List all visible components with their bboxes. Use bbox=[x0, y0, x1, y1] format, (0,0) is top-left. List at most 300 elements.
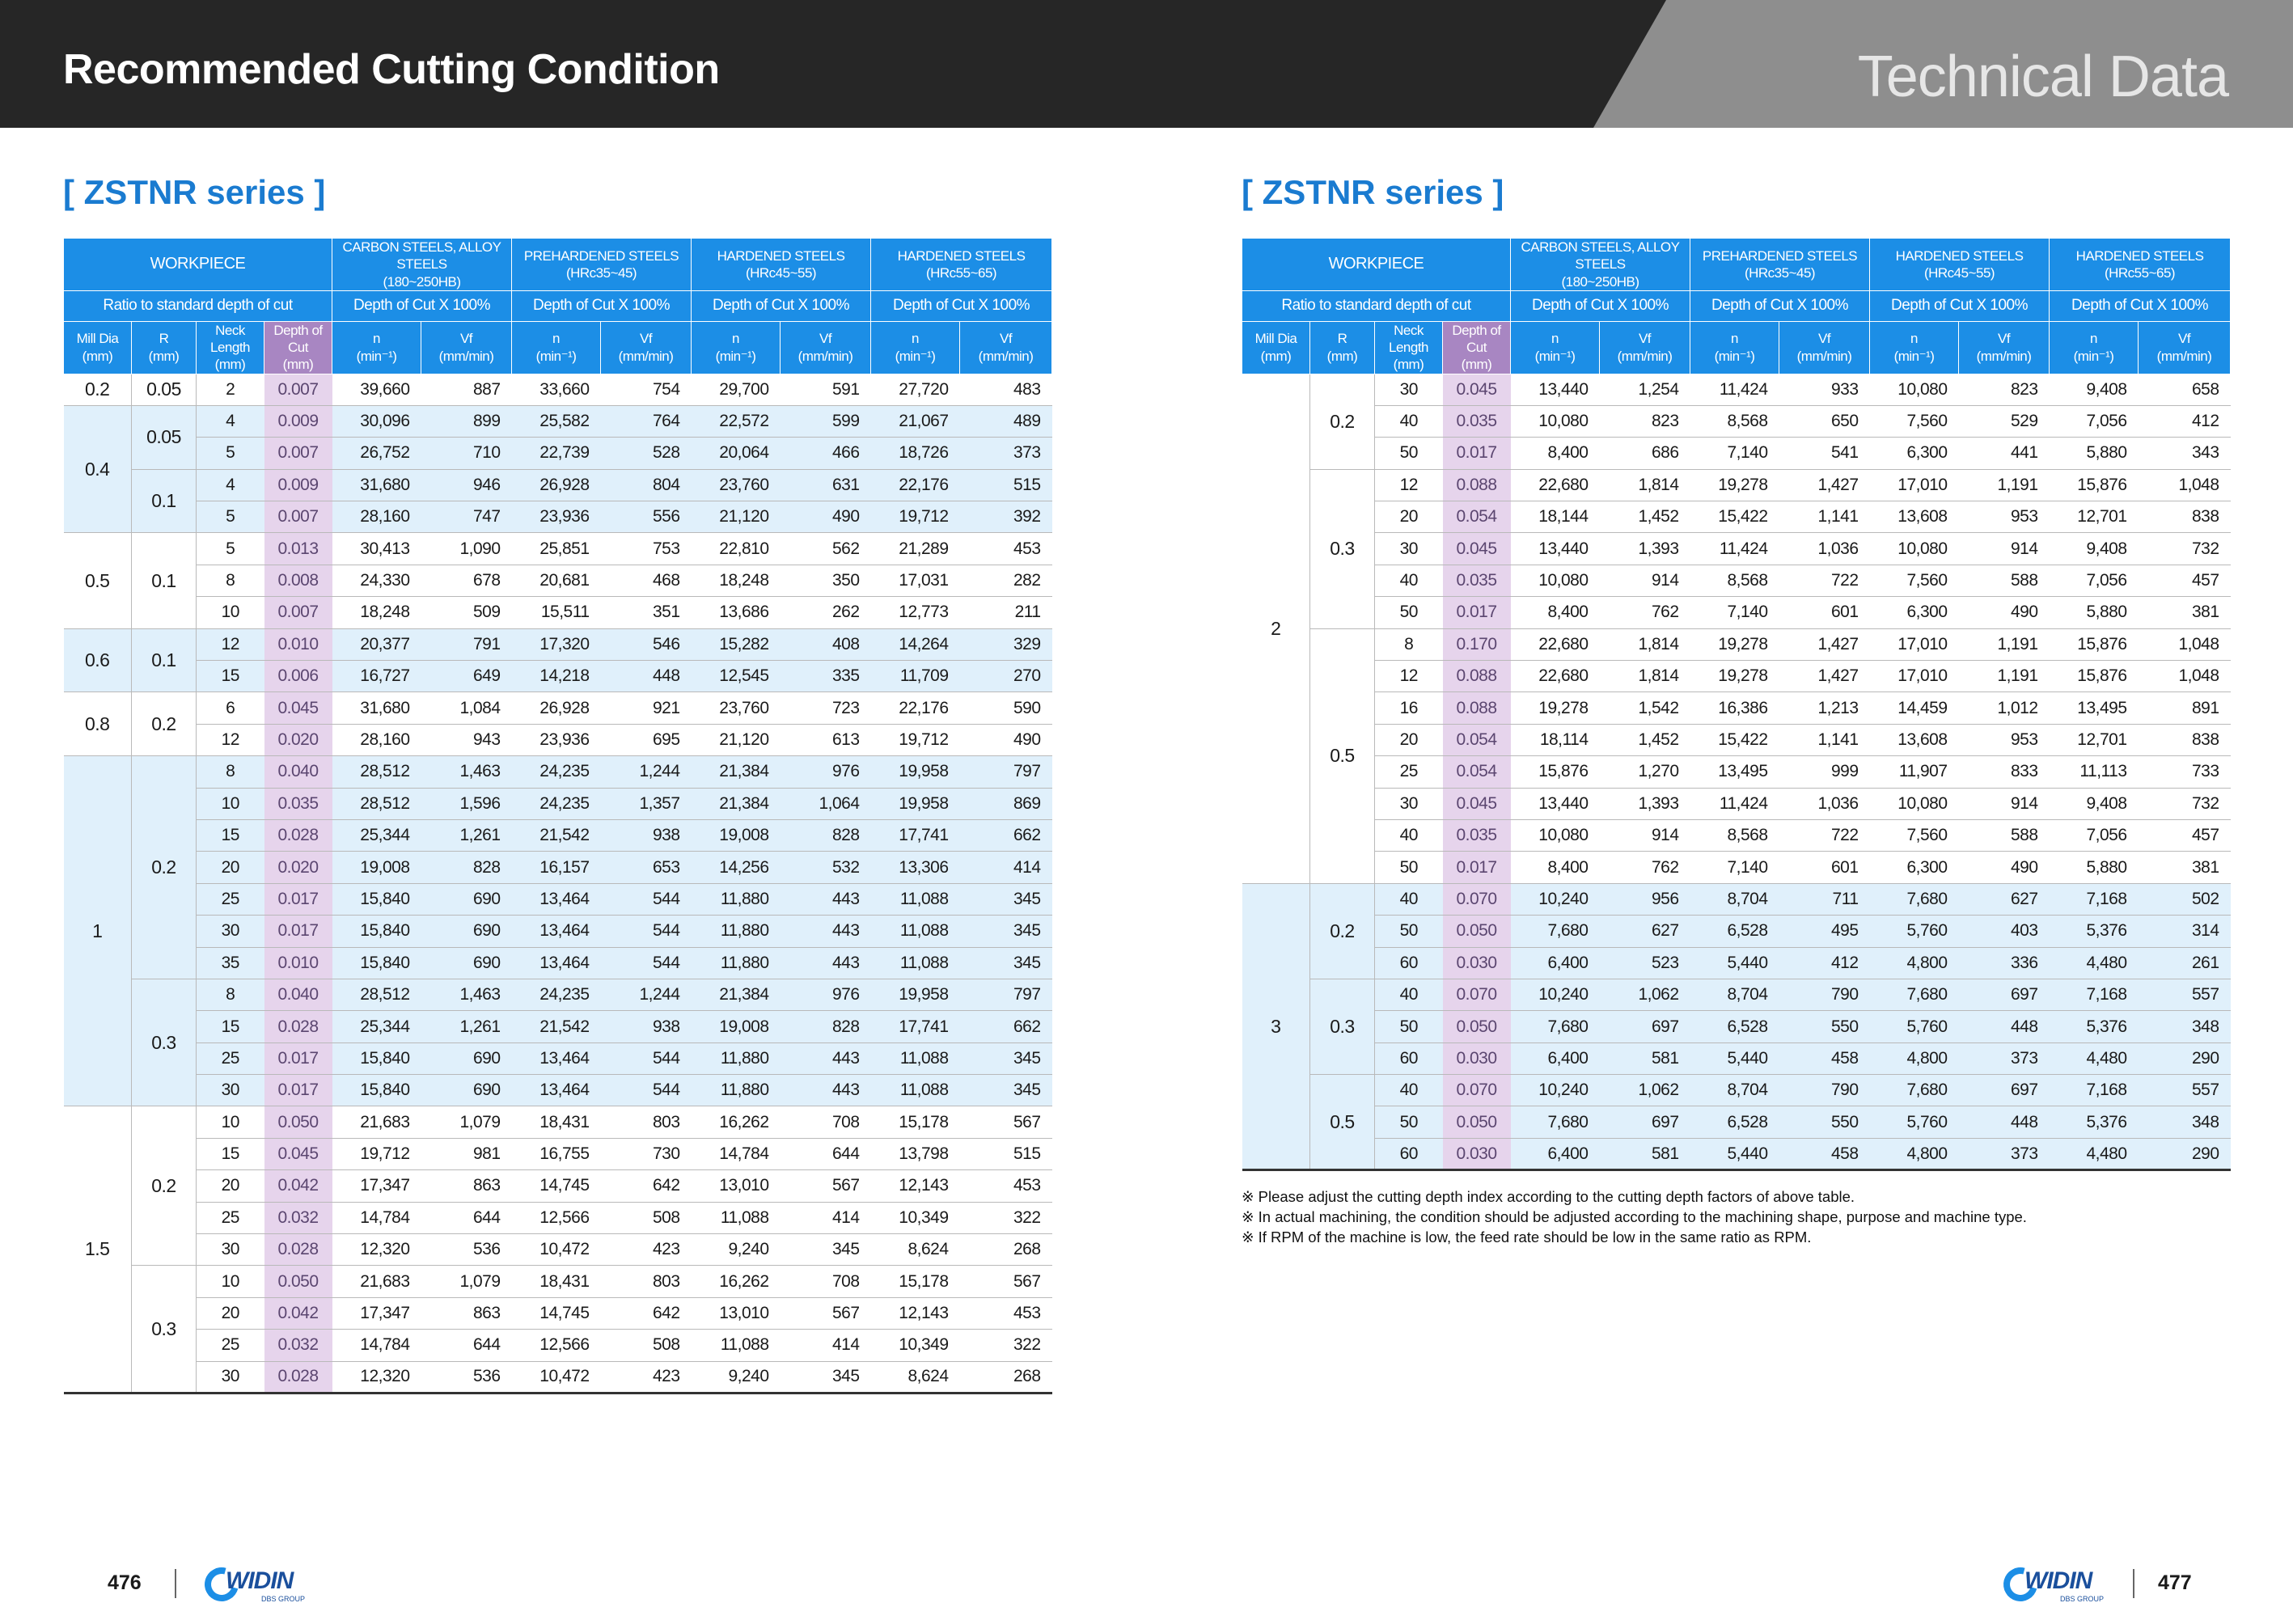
vf-cell: 1,542 bbox=[1600, 692, 1690, 724]
neck-length-cell: 50 bbox=[1375, 1011, 1443, 1042]
vf-cell: 1,244 bbox=[601, 979, 692, 1010]
n-cell: 7,056 bbox=[2050, 565, 2139, 596]
table-row bbox=[64, 1202, 1052, 1233]
vf-cell: 1,036 bbox=[1779, 788, 1870, 819]
neck-length-cell: 25 bbox=[197, 1202, 264, 1233]
n-cell: 18,431 bbox=[512, 1106, 601, 1138]
vf-header: Vf (mm/min) bbox=[781, 321, 871, 374]
vf-cell: 653 bbox=[601, 852, 692, 883]
n-cell: 22,680 bbox=[1511, 469, 1600, 501]
vf-cell: 567 bbox=[781, 1170, 871, 1202]
vf-cell: 999 bbox=[1779, 756, 1870, 788]
vf-cell: 458 bbox=[1779, 1042, 1870, 1074]
vf-cell: 1,036 bbox=[1779, 533, 1870, 565]
n-cell: 24,330 bbox=[332, 565, 421, 596]
cutting-table-left bbox=[63, 238, 1052, 1394]
vf-cell: 453 bbox=[960, 1170, 1052, 1202]
vf-cell: 823 bbox=[1959, 374, 2050, 405]
n-cell: 19,278 bbox=[1690, 628, 1779, 660]
vf-cell: 1,452 bbox=[1600, 501, 1690, 533]
neck-length-cell: 30 bbox=[1375, 374, 1443, 405]
vf-cell: 1,254 bbox=[1600, 374, 1690, 405]
series-title-left: [ ZSTNR series ] bbox=[63, 173, 326, 211]
n-cell: 7,140 bbox=[1690, 438, 1779, 469]
neck-length-cell: 30 bbox=[1375, 533, 1443, 565]
vf-cell: 790 bbox=[1779, 979, 1870, 1010]
neck-length-cell: 40 bbox=[1375, 565, 1443, 596]
n-cell: 10,080 bbox=[1870, 533, 1959, 565]
neck-length-cell: 15 bbox=[197, 1011, 264, 1042]
vf-cell: 322 bbox=[960, 1202, 1052, 1233]
table-row bbox=[64, 947, 1052, 979]
vf-cell: 933 bbox=[1779, 374, 1870, 405]
n-cell: 14,264 bbox=[871, 628, 960, 660]
mill-dia-cell: 1.5 bbox=[64, 1106, 132, 1394]
n-cell: 12,773 bbox=[871, 597, 960, 628]
depth-of-cut-cell: 0.010 bbox=[264, 628, 332, 660]
r-cell: 0.1 bbox=[132, 533, 197, 628]
n-cell: 6,400 bbox=[1511, 1138, 1600, 1169]
n-cell: 16,157 bbox=[512, 852, 601, 883]
depth-of-cut-cell: 0.007 bbox=[264, 501, 332, 533]
vf-cell: 754 bbox=[601, 374, 692, 405]
note-line: ※ In actual machining, the condition should be adjusted according to the machining shape, purpose and machine type. bbox=[1242, 1208, 2027, 1225]
n-header: n (min⁻¹) bbox=[1870, 321, 1959, 374]
vf-cell: 686 bbox=[1600, 438, 1690, 469]
n-cell: 15,422 bbox=[1690, 724, 1779, 755]
vf-cell: 489 bbox=[960, 405, 1052, 437]
depth-of-cut-header: Depth of Cut (mm) bbox=[264, 321, 332, 374]
n-cell: 12,320 bbox=[332, 1361, 421, 1393]
n-cell: 22,176 bbox=[871, 469, 960, 501]
n-cell: 11,880 bbox=[692, 1042, 781, 1074]
vf-cell: 697 bbox=[1959, 1075, 2050, 1106]
table-row bbox=[1242, 501, 2231, 533]
vf-cell: 536 bbox=[421, 1234, 512, 1266]
vf-cell: 1,427 bbox=[1779, 661, 1870, 692]
n-cell: 15,840 bbox=[332, 916, 421, 947]
n-cell: 19,958 bbox=[871, 756, 960, 788]
depth-of-cut-cell: 0.045 bbox=[1443, 374, 1511, 405]
n-cell: 13,440 bbox=[1511, 788, 1600, 819]
neck-length-cell: 12 bbox=[197, 628, 264, 660]
n-cell: 17,031 bbox=[871, 565, 960, 596]
n-cell: 30,096 bbox=[332, 405, 421, 437]
n-cell: 17,741 bbox=[871, 819, 960, 851]
n-cell: 10,349 bbox=[871, 1202, 960, 1233]
vf-cell: 345 bbox=[781, 1234, 871, 1266]
table-row bbox=[64, 1297, 1052, 1329]
depth-of-cut-cell: 0.040 bbox=[264, 979, 332, 1010]
vf-cell: 490 bbox=[1959, 597, 2050, 628]
n-cell: 11,880 bbox=[692, 883, 781, 915]
vf-header: Vf (mm/min) bbox=[1959, 321, 2050, 374]
n-cell: 11,088 bbox=[692, 1330, 781, 1361]
vf-cell: 642 bbox=[601, 1297, 692, 1329]
carbon-steels-header: CARBON STEELS, ALLOY STEELS (180~250HB) bbox=[332, 239, 512, 291]
vf-cell: 544 bbox=[601, 916, 692, 947]
depth-of-cut-cell: 0.017 bbox=[264, 1042, 332, 1074]
r-cell: 0.3 bbox=[132, 979, 197, 1106]
n-cell: 22,572 bbox=[692, 405, 781, 437]
n-cell: 13,464 bbox=[512, 947, 601, 979]
vf-cell: 599 bbox=[781, 405, 871, 437]
n-cell: 18,114 bbox=[1511, 724, 1600, 755]
neck-length-header: Neck Length (mm) bbox=[197, 321, 264, 374]
n-cell: 7,560 bbox=[1870, 405, 1959, 437]
n-cell: 10,240 bbox=[1511, 883, 1600, 915]
n-cell: 10,080 bbox=[1511, 405, 1600, 437]
neck-length-cell: 25 bbox=[197, 1330, 264, 1361]
vf-cell: 976 bbox=[781, 756, 871, 788]
depth-of-cut-cell: 0.040 bbox=[264, 756, 332, 788]
n-cell: 4,800 bbox=[1870, 1138, 1959, 1169]
table-row bbox=[64, 1266, 1052, 1297]
n-cell: 12,701 bbox=[2050, 501, 2139, 533]
n-cell: 4,800 bbox=[1870, 1042, 1959, 1074]
vf-cell: 710 bbox=[421, 438, 512, 469]
neck-length-cell: 40 bbox=[1375, 883, 1443, 915]
vf-cell: 414 bbox=[960, 852, 1052, 883]
vf-cell: 1,463 bbox=[421, 756, 512, 788]
table-row bbox=[1242, 533, 2231, 565]
vf-cell: 261 bbox=[2139, 947, 2231, 979]
vf-cell: 373 bbox=[960, 438, 1052, 469]
n-cell: 9,240 bbox=[692, 1234, 781, 1266]
vf-cell: 662 bbox=[960, 819, 1052, 851]
n-cell: 12,143 bbox=[871, 1170, 960, 1202]
n-cell: 8,568 bbox=[1690, 565, 1779, 596]
n-cell: 11,088 bbox=[871, 1042, 960, 1074]
vf-cell: 690 bbox=[421, 916, 512, 947]
vf-cell: 753 bbox=[601, 533, 692, 565]
neck-length-cell: 2 bbox=[197, 374, 264, 405]
neck-length-cell: 5 bbox=[197, 533, 264, 565]
neck-length-cell: 12 bbox=[197, 724, 264, 755]
vf-cell: 490 bbox=[960, 724, 1052, 755]
vf-cell: 270 bbox=[960, 661, 1052, 692]
vf-cell: 914 bbox=[1600, 819, 1690, 851]
neck-length-cell: 30 bbox=[197, 1075, 264, 1106]
depth-of-cut-cell: 0.050 bbox=[1443, 916, 1511, 947]
carbon-steels-header: CARBON STEELS, ALLOY STEELS (180~250HB) bbox=[1511, 239, 1690, 291]
n-cell: 13,464 bbox=[512, 1075, 601, 1106]
vf-cell: 468 bbox=[601, 565, 692, 596]
vf-cell: 529 bbox=[1959, 405, 2050, 437]
n-cell: 14,784 bbox=[692, 1138, 781, 1169]
n-cell: 10,472 bbox=[512, 1361, 601, 1393]
n-cell: 30,413 bbox=[332, 533, 421, 565]
r-header: R (mm) bbox=[1310, 321, 1375, 374]
table-row bbox=[64, 979, 1052, 1010]
n-cell: 5,440 bbox=[1690, 947, 1779, 979]
n-cell: 8,400 bbox=[1511, 852, 1600, 883]
n-cell: 6,400 bbox=[1511, 947, 1600, 979]
r-cell: 0.3 bbox=[1310, 469, 1375, 628]
n-cell: 10,080 bbox=[1511, 819, 1600, 851]
vf-cell: 458 bbox=[1779, 1138, 1870, 1169]
neck-length-cell: 60 bbox=[1375, 1138, 1443, 1169]
widin-logo bbox=[2003, 1563, 2113, 1605]
ratio-header: Ratio to standard depth of cut bbox=[1242, 290, 1511, 321]
n-cell: 13,464 bbox=[512, 883, 601, 915]
vf-cell: 733 bbox=[2139, 756, 2231, 788]
n-cell: 23,760 bbox=[692, 469, 781, 501]
vf-cell: 690 bbox=[421, 1075, 512, 1106]
vf-cell: 483 bbox=[960, 374, 1052, 405]
vf-cell: 662 bbox=[960, 1011, 1052, 1042]
vf-cell: 268 bbox=[960, 1361, 1052, 1393]
n-cell: 33,660 bbox=[512, 374, 601, 405]
neck-length-cell: 20 bbox=[197, 852, 264, 883]
table-row bbox=[64, 1234, 1052, 1266]
vf-cell: 804 bbox=[601, 469, 692, 501]
vf-cell: 350 bbox=[781, 565, 871, 596]
n-header: n (min⁻¹) bbox=[512, 321, 601, 374]
neck-length-cell: 10 bbox=[197, 1266, 264, 1297]
depth-of-cut-cell: 0.020 bbox=[264, 724, 332, 755]
neck-length-cell: 25 bbox=[197, 883, 264, 915]
n-cell: 13,608 bbox=[1870, 724, 1959, 755]
n-cell: 19,958 bbox=[871, 979, 960, 1010]
vf-cell: 345 bbox=[960, 947, 1052, 979]
n-cell: 15,876 bbox=[2050, 628, 2139, 660]
vf-cell: 443 bbox=[781, 1075, 871, 1106]
n-cell: 21,542 bbox=[512, 1011, 601, 1042]
depth-of-cut-cell: 0.008 bbox=[264, 565, 332, 596]
vf-cell: 803 bbox=[601, 1106, 692, 1138]
n-cell: 25,851 bbox=[512, 533, 601, 565]
table-row bbox=[1242, 1075, 2231, 1106]
notes bbox=[1242, 1186, 2027, 1247]
table-row bbox=[1242, 438, 2231, 469]
vf-cell: 658 bbox=[2139, 374, 2231, 405]
vf-cell: 523 bbox=[1600, 947, 1690, 979]
vf-cell: 441 bbox=[1959, 438, 2050, 469]
depth-of-cut-cell: 0.045 bbox=[1443, 788, 1511, 819]
n-cell: 6,528 bbox=[1690, 1106, 1779, 1138]
vf-cell: 722 bbox=[1779, 819, 1870, 851]
n-cell: 24,235 bbox=[512, 979, 601, 1010]
vf-cell: 544 bbox=[601, 883, 692, 915]
n-header: n (min⁻¹) bbox=[871, 321, 960, 374]
vf-cell: 649 bbox=[421, 661, 512, 692]
neck-length-cell: 60 bbox=[1375, 947, 1443, 979]
depth-of-cut-cell: 0.070 bbox=[1443, 883, 1511, 915]
n-cell: 13,798 bbox=[871, 1138, 960, 1169]
table-row bbox=[64, 852, 1052, 883]
n-cell: 26,928 bbox=[512, 692, 601, 724]
vf-cell: 627 bbox=[1959, 883, 2050, 915]
depth-of-cut-cell: 0.017 bbox=[264, 916, 332, 947]
vf-cell: 1,814 bbox=[1600, 469, 1690, 501]
depth-of-cut-cell: 0.030 bbox=[1443, 1042, 1511, 1074]
vf-cell: 938 bbox=[601, 1011, 692, 1042]
table-row bbox=[64, 756, 1052, 788]
n-cell: 25,582 bbox=[512, 405, 601, 437]
n-cell: 6,528 bbox=[1690, 916, 1779, 947]
vf-cell: 711 bbox=[1779, 883, 1870, 915]
n-cell: 27,720 bbox=[871, 374, 960, 405]
n-cell: 21,289 bbox=[871, 533, 960, 565]
vf-cell: 1,062 bbox=[1600, 1075, 1690, 1106]
vf-cell: 690 bbox=[421, 1042, 512, 1074]
neck-length-cell: 20 bbox=[1375, 724, 1443, 755]
depth-of-cut-cell: 0.028 bbox=[264, 1011, 332, 1042]
n-cell: 11,113 bbox=[2050, 756, 2139, 788]
vf-cell: 490 bbox=[781, 501, 871, 533]
neck-length-cell: 15 bbox=[197, 819, 264, 851]
table-row bbox=[64, 438, 1052, 469]
mill-dia-cell: 3 bbox=[1242, 883, 1310, 1170]
depth-of-cut-cell: 0.017 bbox=[1443, 438, 1511, 469]
neck-length-cell: 4 bbox=[197, 469, 264, 501]
depth-of-cut-cell: 0.010 bbox=[264, 947, 332, 979]
vf-cell: 722 bbox=[1779, 565, 1870, 596]
vf-cell: 381 bbox=[2139, 597, 2231, 628]
depth-of-cut-cell: 0.009 bbox=[264, 469, 332, 501]
n-header: n (min⁻¹) bbox=[332, 321, 421, 374]
vf-cell: 690 bbox=[421, 883, 512, 915]
vf-cell: 1,048 bbox=[2139, 469, 2231, 501]
n-cell: 19,712 bbox=[871, 724, 960, 755]
vf-cell: 590 bbox=[960, 692, 1052, 724]
vf-cell: 1,393 bbox=[1600, 788, 1690, 819]
table-row bbox=[64, 1011, 1052, 1042]
table-row bbox=[64, 661, 1052, 692]
r-header: R (mm) bbox=[132, 321, 197, 374]
n-cell: 13,608 bbox=[1870, 501, 1959, 533]
n-cell: 5,880 bbox=[2050, 597, 2139, 628]
depth-of-cut-cell: 0.050 bbox=[264, 1106, 332, 1138]
n-cell: 12,701 bbox=[2050, 724, 2139, 755]
n-cell: 7,680 bbox=[1870, 979, 1959, 1010]
depth-of-cut-cell: 0.017 bbox=[1443, 852, 1511, 883]
n-cell: 13,010 bbox=[692, 1170, 781, 1202]
n-cell: 4,480 bbox=[2050, 1138, 2139, 1169]
n-cell: 14,745 bbox=[512, 1297, 601, 1329]
vf-cell: 732 bbox=[2139, 788, 2231, 819]
n-cell: 13,495 bbox=[1690, 756, 1779, 788]
n-cell: 7,168 bbox=[2050, 883, 2139, 915]
table-row bbox=[1242, 1138, 2231, 1169]
n-cell: 12,320 bbox=[332, 1234, 421, 1266]
vf-cell: 690 bbox=[421, 947, 512, 979]
n-cell: 8,704 bbox=[1690, 1075, 1779, 1106]
neck-length-cell: 8 bbox=[197, 979, 264, 1010]
table-row bbox=[64, 819, 1052, 851]
vf-cell: 502 bbox=[2139, 883, 2231, 915]
n-cell: 13,686 bbox=[692, 597, 781, 628]
vf-cell: 1,357 bbox=[601, 788, 692, 819]
depth-of-cut-cell: 0.035 bbox=[264, 788, 332, 819]
vf-cell: 747 bbox=[421, 501, 512, 533]
neck-length-cell: 35 bbox=[197, 947, 264, 979]
vf-cell: 345 bbox=[960, 883, 1052, 915]
neck-length-cell: 30 bbox=[197, 916, 264, 947]
vf-cell: 515 bbox=[960, 469, 1052, 501]
n-cell: 20,064 bbox=[692, 438, 781, 469]
n-cell: 4,480 bbox=[2050, 947, 2139, 979]
neck-length-cell: 12 bbox=[1375, 661, 1443, 692]
n-cell: 6,300 bbox=[1870, 852, 1959, 883]
vf-cell: 1,463 bbox=[421, 979, 512, 1010]
table-row bbox=[1242, 947, 2231, 979]
neck-length-cell: 20 bbox=[197, 1297, 264, 1329]
neck-length-cell: 8 bbox=[197, 756, 264, 788]
vf-header: Vf (mm/min) bbox=[2139, 321, 2231, 374]
vf-cell: 591 bbox=[781, 374, 871, 405]
vf-cell: 943 bbox=[421, 724, 512, 755]
n-cell: 15,876 bbox=[2050, 469, 2139, 501]
vf-cell: 791 bbox=[421, 628, 512, 660]
neck-length-cell: 40 bbox=[1375, 819, 1443, 851]
n-cell: 5,760 bbox=[1870, 1106, 1959, 1138]
n-cell: 6,528 bbox=[1690, 1011, 1779, 1042]
n-cell: 14,256 bbox=[692, 852, 781, 883]
mill-dia-header: Mill Dia (mm) bbox=[1242, 321, 1310, 374]
n-cell: 8,624 bbox=[871, 1234, 960, 1266]
n-cell: 16,755 bbox=[512, 1138, 601, 1169]
n-cell: 23,936 bbox=[512, 724, 601, 755]
n-cell: 21,542 bbox=[512, 819, 601, 851]
vf-cell: 508 bbox=[601, 1330, 692, 1361]
n-cell: 22,680 bbox=[1511, 628, 1600, 660]
doc-100-header: Depth of Cut X 100% bbox=[2050, 290, 2231, 321]
neck-length-cell: 15 bbox=[197, 1138, 264, 1169]
n-cell: 19,712 bbox=[332, 1138, 421, 1169]
hardened-55-header: HARDENED STEELS (HRc55~65) bbox=[871, 239, 1052, 291]
vf-cell: 899 bbox=[421, 405, 512, 437]
table-row bbox=[1242, 979, 2231, 1010]
vf-cell: 544 bbox=[601, 1075, 692, 1106]
vf-cell: 642 bbox=[601, 1170, 692, 1202]
n-cell: 16,262 bbox=[692, 1266, 781, 1297]
n-cell: 21,067 bbox=[871, 405, 960, 437]
n-cell: 11,709 bbox=[871, 661, 960, 692]
n-cell: 7,168 bbox=[2050, 979, 2139, 1010]
vf-cell: 1,452 bbox=[1600, 724, 1690, 755]
n-cell: 18,248 bbox=[692, 565, 781, 596]
vf-cell: 345 bbox=[960, 916, 1052, 947]
n-cell: 5,880 bbox=[2050, 852, 2139, 883]
vf-cell: 562 bbox=[781, 533, 871, 565]
vf-cell: 544 bbox=[601, 1042, 692, 1074]
vf-cell: 1,244 bbox=[601, 756, 692, 788]
n-cell: 7,560 bbox=[1870, 819, 1959, 851]
n-cell: 19,278 bbox=[1690, 469, 1779, 501]
depth-of-cut-cell: 0.042 bbox=[264, 1297, 332, 1329]
depth-of-cut-cell: 0.028 bbox=[264, 819, 332, 851]
n-cell: 5,760 bbox=[1870, 916, 1959, 947]
vf-cell: 373 bbox=[1959, 1138, 2050, 1169]
neck-length-cell: 10 bbox=[197, 788, 264, 819]
n-cell: 11,424 bbox=[1690, 374, 1779, 405]
n-cell: 21,384 bbox=[692, 788, 781, 819]
vf-cell: 443 bbox=[781, 883, 871, 915]
table-row bbox=[64, 1106, 1052, 1138]
r-cell: 0.2 bbox=[132, 1106, 197, 1266]
vf-cell: 544 bbox=[601, 947, 692, 979]
n-cell: 13,440 bbox=[1511, 374, 1600, 405]
neck-length-cell: 20 bbox=[197, 1170, 264, 1202]
n-cell: 18,248 bbox=[332, 597, 421, 628]
vf-cell: 708 bbox=[781, 1106, 871, 1138]
depth-of-cut-cell: 0.028 bbox=[264, 1234, 332, 1266]
n-cell: 23,936 bbox=[512, 501, 601, 533]
table-row bbox=[1242, 692, 2231, 724]
n-cell: 21,384 bbox=[692, 756, 781, 788]
